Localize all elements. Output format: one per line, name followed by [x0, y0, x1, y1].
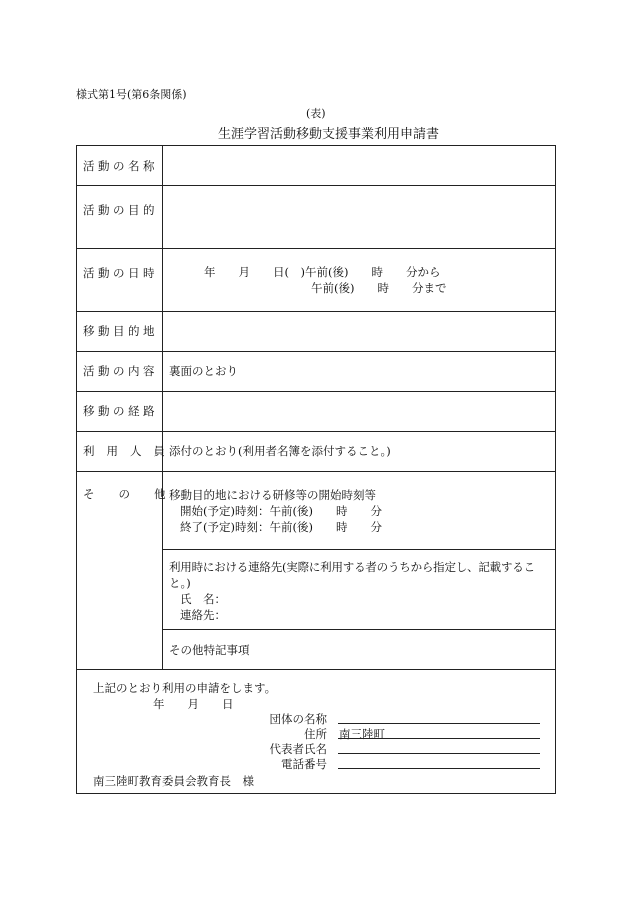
address-label: 住所 [304, 727, 327, 741]
org-name-label: 団体の名称 [269, 712, 327, 726]
label-activity-purpose: 活動の目的 [83, 203, 158, 217]
label-activity-name: 活動の名称 [83, 159, 158, 173]
contact-name-label[interactable]: 氏 名： [180, 592, 226, 606]
application-statement: 上記のとおり利用の申請をします。 [93, 681, 277, 695]
form-number: 様式第1号(第6条関係) [76, 88, 187, 101]
training-start-time[interactable]: 開始(予定)時刻：午前(後) 時 分 [180, 504, 382, 518]
label-activity-content: 活動の内容 [83, 364, 158, 378]
addressee: 南三陸町教育委員会教育長 様 [93, 774, 254, 788]
application-form [76, 145, 556, 794]
phone-field[interactable] [338, 768, 540, 769]
address-value[interactable]: 南三陸町 [339, 727, 385, 741]
label-activity-datetime: 活動の日時 [83, 266, 158, 280]
label-divider [162, 146, 163, 669]
application-date[interactable]: 年 月 日 [153, 697, 234, 711]
datetime-until[interactable]: 午前(後) 時 分まで [311, 281, 447, 295]
contact-tel-label[interactable]: 連絡先： [180, 608, 226, 622]
representative-field[interactable] [338, 753, 540, 754]
label-users: 利用人員 [83, 444, 177, 458]
remarks-label[interactable]: その他特記事項 [169, 643, 250, 657]
phone-label: 電話番号 [281, 757, 327, 771]
label-route: 移動の経路 [83, 404, 158, 418]
datetime-from[interactable]: 年 月 日( )午前(後) 時 分から [204, 265, 441, 279]
contact-heading: 利用時における連絡先(実際に利用する者のうちから指定し、記載するこ [169, 560, 535, 574]
org-name-field[interactable] [338, 723, 540, 724]
label-destination: 移動目的地 [83, 324, 158, 338]
field-users: 添付のとおり(利用者名簿を添付すること。) [169, 444, 391, 458]
page-side-label: (表) [306, 107, 326, 120]
representative-label: 代表者氏名 [269, 742, 327, 756]
contact-heading-cont: と。) [169, 576, 191, 590]
label-other: その他 [83, 487, 190, 501]
address-field[interactable] [338, 738, 540, 739]
field-activity-content: 裏面のとおり [169, 364, 238, 378]
training-heading: 移動目的地における研修等の開始時刻等 [169, 488, 376, 502]
training-end-time[interactable]: 終了(予定)時刻：午前(後) 時 分 [180, 520, 382, 534]
form-title: 生涯学習活動移動支援事業利用申請書 [218, 127, 440, 142]
